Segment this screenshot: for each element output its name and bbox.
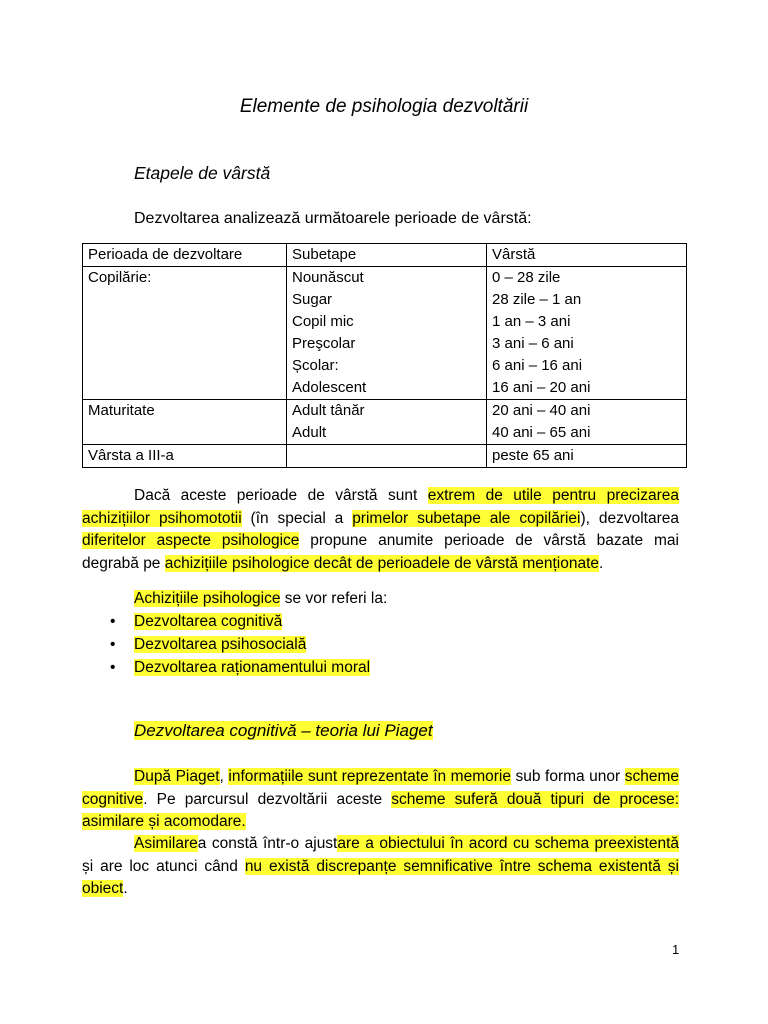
age-range: 28 zile – 1 an (492, 291, 582, 308)
header-period: Perioada de dezvoltare (83, 244, 287, 267)
text-run: sub forma unor (510, 768, 625, 785)
highlight-run: scheme suferă două tipuri de procese: asimilare și acomodare. (82, 790, 679, 830)
age-range: peste 65 ani (492, 447, 574, 464)
text-run: . (599, 554, 604, 572)
text-run: . (123, 880, 128, 897)
substage: Școlar: (292, 357, 339, 374)
age-range: 20 ani – 40 ani (492, 402, 591, 419)
bullet-icon: • (110, 659, 116, 676)
age-range: 0 – 28 zile (492, 269, 561, 286)
period-label: Vârsta a III-a (88, 447, 174, 464)
acquisitions-list (110, 587, 387, 679)
text-run: și are loc atunci când (82, 857, 245, 875)
age-periods-table (82, 243, 687, 468)
page-number: 1 (672, 942, 680, 957)
text-run: propune anumite perioade de vârstă bazate mai degrabă pe (82, 532, 679, 572)
table-row-childhood (83, 267, 687, 400)
substages-cell (287, 267, 487, 400)
period-cell (83, 267, 287, 400)
header-substages: Subetape (287, 244, 487, 267)
paragraph-assimilation (82, 833, 679, 901)
highlight-run: extrem de utile pentru precizarea achizițiilor psihomototii (82, 487, 679, 527)
substage: Sugar (292, 291, 333, 308)
document-title: Elemente de psihologia dezvoltării (239, 96, 529, 117)
heading-age-stages: Etapele de vârstă (134, 163, 271, 183)
list-item (110, 633, 387, 656)
list-item-text: Dezvoltarea raționamentului moral (134, 659, 371, 676)
list-lead (134, 587, 387, 610)
ages-cell (487, 267, 687, 400)
highlight-run: diferitelor aspecte psihologice (82, 532, 300, 549)
paragraph-age-periods (82, 485, 679, 575)
section-heading-piaget (134, 721, 433, 741)
highlight-run: are a obiectului în acord cu schema preexistentă (337, 835, 679, 852)
list-item-text: Dezvoltarea cognitivă (134, 613, 283, 630)
text-run: a constă într-o ajust (197, 835, 338, 852)
substage: Adult tânăr (292, 402, 365, 419)
substages-cell (287, 445, 487, 468)
header-age: Vârstă (487, 244, 687, 267)
bullet-icon: • (110, 636, 116, 653)
text-run: se vor referi la: (280, 590, 388, 607)
substages-cell (287, 400, 487, 445)
highlight-run: scheme cognitive (82, 768, 679, 808)
ages-cell (487, 445, 687, 468)
highlight-run: informațiile sunt reprezentate în memorie (228, 768, 511, 785)
table-row-old-age (83, 445, 687, 468)
paragraph-piaget (82, 766, 679, 834)
highlight-run: primelor subetape ale copilăriei (352, 509, 581, 527)
age-range: 40 ani – 65 ani (492, 424, 591, 441)
text-run: (în special a (241, 509, 353, 527)
period-label: Copilărie: (88, 269, 152, 286)
highlight-run: Asimilare (134, 835, 198, 852)
highlight-run: nu există discrepanțe semnificative între schema existentă și obiect (82, 857, 679, 897)
substage: Adolescent (292, 379, 367, 396)
list-item (110, 610, 387, 633)
text-run: . Pe parcursul dezvoltării aceste (143, 790, 392, 808)
highlight-run: Achizițiile psihologice (134, 590, 281, 607)
ages-cell (487, 400, 687, 445)
table-header-row (83, 244, 687, 267)
text-run: , (219, 768, 229, 785)
list-item-text: Dezvoltarea psihosocială (134, 636, 307, 653)
bullet-icon: • (110, 613, 116, 630)
highlight-run: achizițiile psihologice decât de perioadele de vârstă menționate (164, 554, 600, 572)
age-range: 1 an – 3 ani (492, 313, 571, 330)
period-cell (83, 400, 287, 445)
intro-text: Dezvoltarea analizează următoarele perioade de vârstă: (134, 210, 532, 227)
age-range: 16 ani – 20 ani (492, 379, 591, 396)
table-row-maturity (83, 400, 687, 445)
substage: Adult (292, 424, 327, 441)
substage: Preşcolar (292, 335, 356, 352)
substage: Nounăscut (292, 269, 364, 286)
age-range: 6 ani – 16 ani (492, 357, 583, 374)
highlight-run: După Piaget (134, 768, 220, 785)
age-range: 3 ani – 6 ani (492, 335, 574, 352)
highlight-run: Dezvoltarea cognitivă – teoria lui Piaget (134, 721, 433, 740)
period-cell (83, 445, 287, 468)
text-run: ), dezvoltarea (580, 509, 679, 527)
period-label: Maturitate (88, 402, 155, 419)
list-item (110, 656, 387, 679)
substage: Copil mic (292, 313, 354, 330)
text-run: Dacă aceste perioade de vârstă sunt (134, 487, 428, 504)
